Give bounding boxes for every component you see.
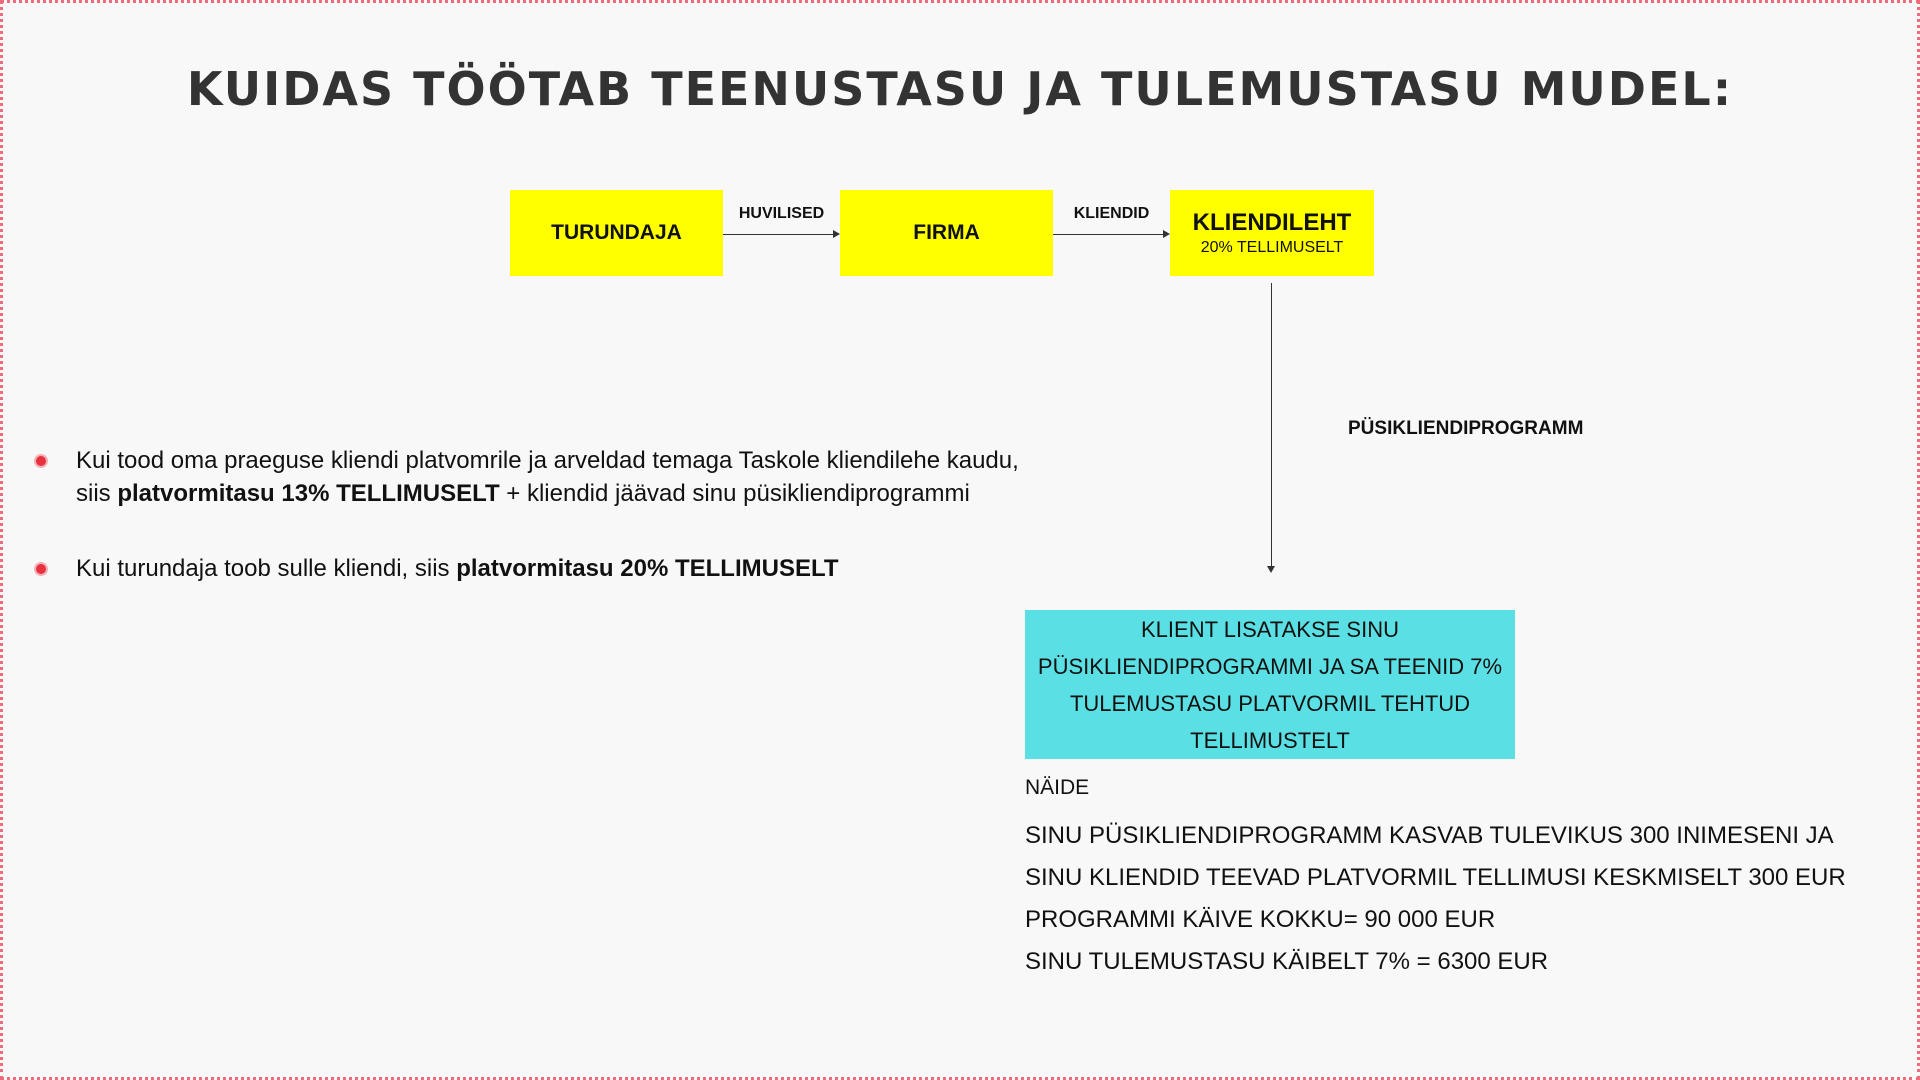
- node-turundaja: [510, 190, 723, 276]
- bullet-item: [36, 552, 1096, 585]
- edge-arrow-line: [723, 234, 833, 235]
- bullet-icon: [36, 456, 46, 466]
- bullet-icon: [36, 564, 46, 574]
- example-line: PROGRAMMI KÄIVE KOKKU= 90 000 EUR: [1025, 906, 1496, 933]
- page-title: KUIDAS TÖÖTAB TEENUSTASU JA TULEMUSTASU MUDEL:: [186, 62, 1734, 116]
- example-label: NÄIDE: [1025, 776, 1090, 799]
- edge-label-pusikliendiprogramm: PÜSIKLIENDIPROGRAMM: [1348, 418, 1584, 439]
- bullet-bold: platvormitasu 13% TELLIMUSELT: [117, 480, 500, 507]
- bullet-item: [36, 444, 1096, 510]
- example-line: SINU PÜSIKLIENDIPROGRAMM KASVAB TULEVIKUS 300 INIMESENI JA: [1025, 822, 1834, 849]
- bullet-line: siis platvormitasu 13% TELLIMUSELT + kliendid jäävad sinu püsikliendiprogrammi: [76, 480, 970, 507]
- node-label: FIRMA: [913, 221, 980, 244]
- node-firma: [840, 190, 1053, 276]
- example-line: SINU TULEMUSTASU KÄIBELT 7% = 6300 EUR: [1025, 948, 1549, 975]
- arrowhead-icon: [1267, 566, 1275, 573]
- edge-label-huvilised: HUVILISED: [738, 205, 825, 222]
- arrowhead-icon: [1163, 230, 1170, 238]
- bullet-list: [36, 444, 1096, 633]
- bullet-bold: platvormitasu 20% TELLIMUSELT: [456, 555, 839, 582]
- edge-label-kliendid: KLIENDID: [1073, 205, 1150, 222]
- node-label: KLIENDILEHT: [1192, 209, 1352, 236]
- result-box: [1025, 610, 1515, 759]
- example-lines: [1025, 815, 1846, 983]
- arrowhead-icon: [833, 230, 840, 238]
- example-line: SINU KLIENDID TEEVAD PLATVORMIL TELLIMUSI KESKMISELT 300 EUR: [1025, 864, 1846, 891]
- node-kliendileht: [1170, 190, 1374, 276]
- bullet-line: Kui tood oma praeguse kliendi platvomrile ja arveldad temaga Taskole kliendilehe kaudu,: [76, 447, 1019, 474]
- node-label: TURUNDAJA: [551, 221, 682, 244]
- edge-arrow-line: [1271, 283, 1272, 567]
- edge-arrow-line: [1053, 234, 1163, 235]
- node-sublabel: 20% TELLIMUSELT: [1200, 239, 1344, 256]
- bullet-line: Kui turundaja toob sulle kliendi, siis platvormitasu 20% TELLIMUSELT: [76, 555, 839, 582]
- result-box-text: KLIENT LISATAKSE SINU PÜSIKLIENDIPROGRAMMI JA SA TEENID 7% TULEMUSTASU PLATVORMIL TEHTUD TELLIMUSTELT: [1037, 616, 1503, 753]
